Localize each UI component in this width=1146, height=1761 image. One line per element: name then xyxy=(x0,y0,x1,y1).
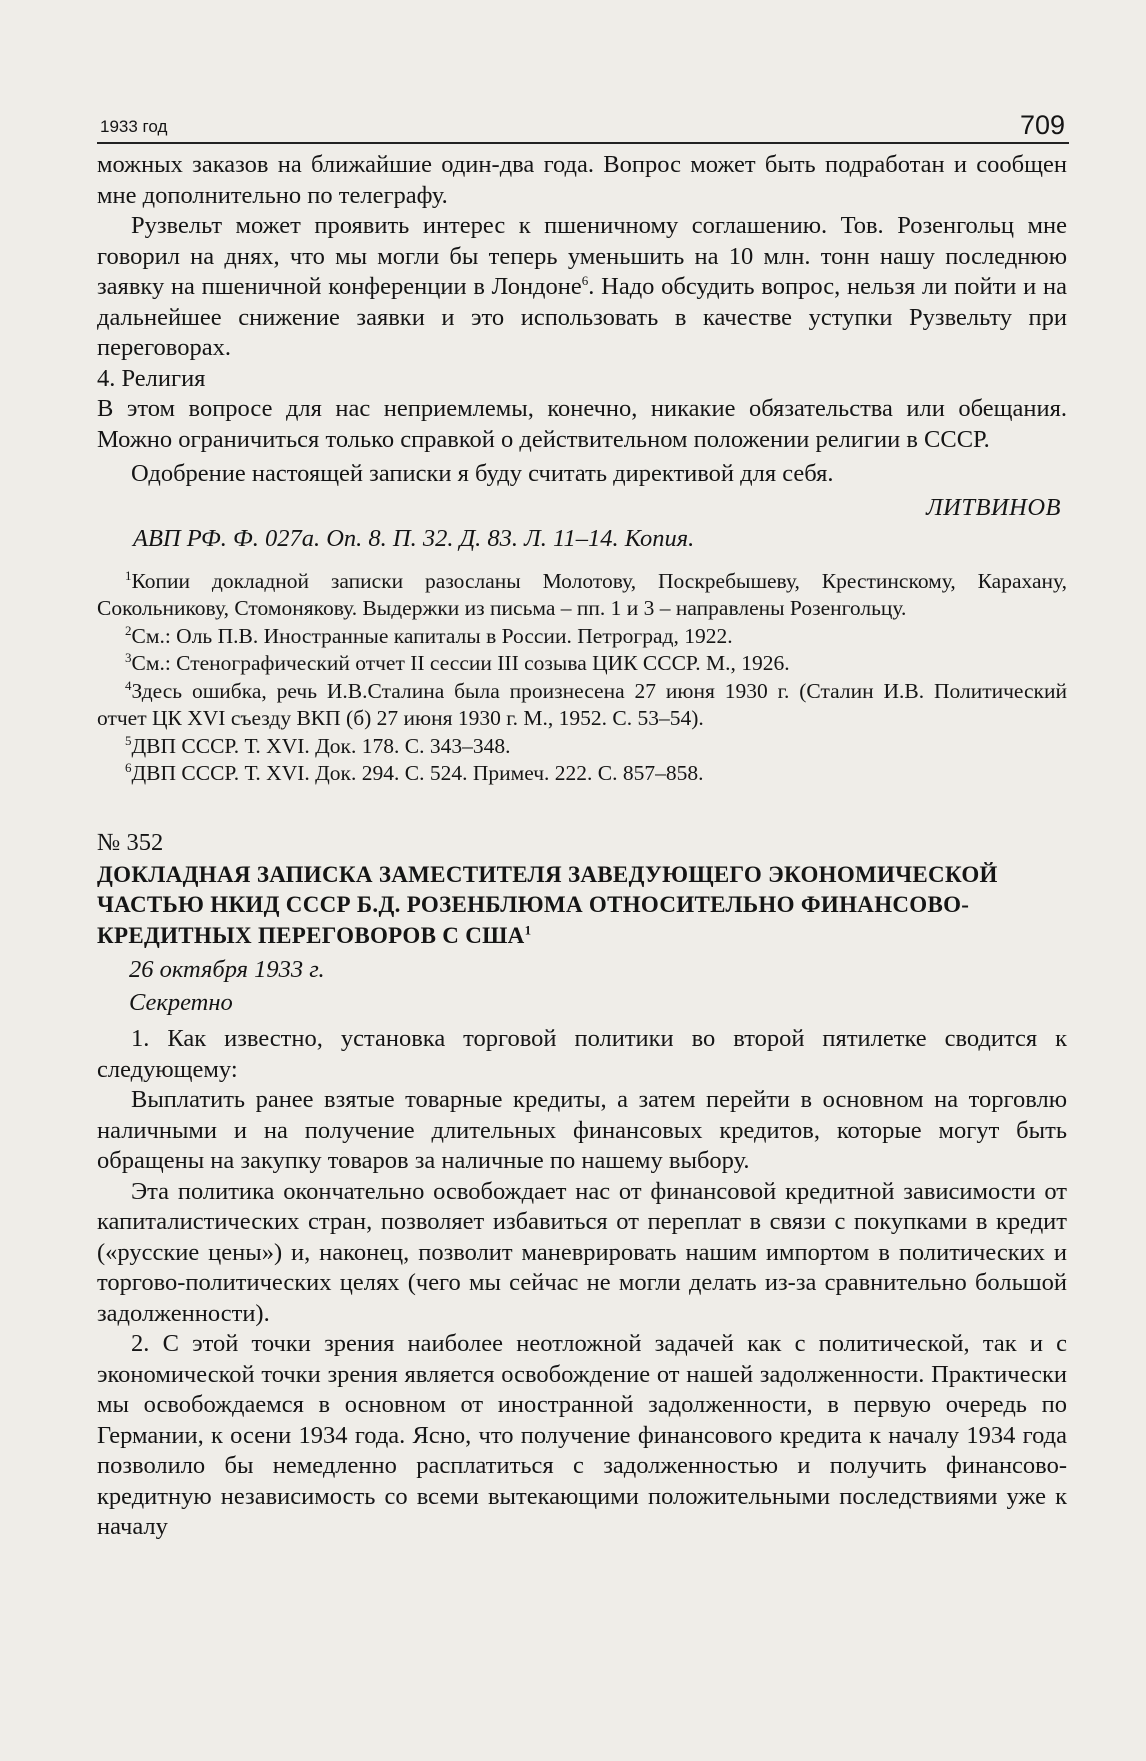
footnote xyxy=(97,650,1067,678)
footnote-number: 2 xyxy=(125,622,132,638)
footnote-number: 5 xyxy=(125,732,132,748)
paragraph-religion: В этом вопросе для нас неприемлемы, конечно, никакие обязательства или обещания. Можно ограничиться только справкой о действительном положении религии в СССР. xyxy=(97,395,1067,453)
footnote xyxy=(97,568,1067,623)
footnotes xyxy=(97,568,1067,788)
document-title-footnote-ref: 1 xyxy=(524,921,532,937)
footnote-ref-6: 6 xyxy=(581,272,589,288)
running-header xyxy=(97,106,1069,144)
footnote-number: 6 xyxy=(125,759,132,775)
footnote-text: ДВП СССР. Т. XVI. Док. 294. С. 524. Примеч. 222. С. 857–858. xyxy=(131,761,704,785)
document-date: 26 октября 1933 г. xyxy=(129,956,325,983)
document-title xyxy=(97,860,1067,952)
footnote xyxy=(97,623,1067,651)
footnote-text: Копии докладной записки разосланы Молотову, Поскребышеву, Крестинскому, Карахану, Сокольникову, Стомонякову. Выдержки из письма – пп. 1 и 3 – направлены Розенгольцу. xyxy=(97,568,1067,620)
paragraph-wheat-agreement xyxy=(97,211,1067,364)
signature: ЛИТВИНОВ xyxy=(926,493,1061,521)
footnote-number: 1 xyxy=(125,567,132,583)
paragraph-continuation: можных заказов на ближайшие один-два года. Вопрос может быть подработан и сообщен мне дополнительно по телеграфу. xyxy=(97,151,1067,209)
footnote xyxy=(97,733,1067,761)
paragraph-wheat-agreement-text: Рузвельт может проявить интерес к пшеничному соглашению. Тов. Розенгольц мне говорил на днях, что мы могли бы теперь уменьшить на 10 млн. тонн нашу последнюю заявку на пшеничной конференции в Лондоне xyxy=(97,212,1067,300)
paragraph-wheat-agreement-end: . Надо обсудить вопрос, нельзя ли пойти и на дальнейшее снижение заявки и это использовать в качестве уступки Рузвельту при переговорах. xyxy=(97,273,1067,361)
document-paragraph: 2. С этой точки зрения наиболее неотложной задачей как с политической, так и с экономической точки зрения является освобождение от нашей задолженности. Практически мы освобождаемся в основном от иностранной задолженности, в первую очередь по Германии, к осени 1934 года. Ясно, что получение финансового кредита к началу 1934 года позволило бы немедленно расплатиться с задолженностью и получить финансово-кредитную независимость со всеми вытекающими положительными последствиями уже к началу xyxy=(97,1330,1067,1540)
archive-reference: АВП РФ. Ф. 027а. Оп. 8. П. 32. Д. 83. Л. 11–14. Копия. xyxy=(133,524,695,552)
footnote-text: ДВП СССР. Т. XVI. Док. 178. С. 343–348. xyxy=(131,733,511,758)
document-paragraph: Выплатить ранее взятые товарные кредиты, а затем перейти в основном на торговлю наличными и на получение длительных финансовых кредитов, которые могут быть обращены на закупку товаров за наличные по нашему выбору. xyxy=(97,1086,1067,1174)
footnote-number: 4 xyxy=(125,677,132,693)
page-number: 709 xyxy=(1019,110,1065,140)
document-paragraph: Эта политика окончательно освобождает нас от финансовой кредитной зависимости от капиталистических стран, позволяет избавиться от переплат в связи с покупками в кредит («русские цены») и, наконец, позволит маневрировать нашим импортом в политических и торгово-политических целях (чего мы сейчас не могли делать из-за сравнительно большой задолженности). xyxy=(97,1177,1067,1327)
page-content xyxy=(97,150,1067,1543)
document-number: № 352 xyxy=(97,828,164,856)
footnote-number: 3 xyxy=(125,649,132,665)
footnote-text: См.: Оль П.В. Иностранные капиталы в России. Петроград, 1922. xyxy=(131,623,733,648)
running-header-year: 1933 год xyxy=(100,117,168,136)
section-heading-religion: 4. Религия xyxy=(97,364,206,392)
document-classification: Секретно xyxy=(129,988,233,1016)
footnote xyxy=(97,678,1067,733)
footnote xyxy=(97,760,1067,788)
document-title-text: ДОКЛАДНАЯ ЗАПИСКА ЗАМЕСТИТЕЛЯ ЗАВЕДУЮЩЕГО ЭКОНОМИЧЕСКОЙ ЧАСТЬЮ НКИД СССР Б.Д. РОЗЕНБЛЮМА ОТНОСИТЕЛЬНО ФИНАНСОВО-КРЕДИТНЫХ ПЕРЕГОВОРОВ С США xyxy=(97,861,998,948)
paragraph-approval: Одобрение настоящей записки я буду считать директивой для себя. xyxy=(131,460,834,487)
document-paragraph: 1. Как известно, установка торговой политики во второй пятилетке сводится к следующему: xyxy=(97,1025,1067,1083)
footnote-text: См.: Стенографический отчет II сессии III созыва ЦИК СССР. М., 1926. xyxy=(131,651,790,675)
footnote-text: Здесь ошибка, речь И.В.Сталина была произнесена 27 июня 1930 г. (Сталин И.В. Политический отчет ЦК XVI съезду ВКП (б) 27 июня 1930 г. М., 1952. С. 53–54). xyxy=(97,678,1067,730)
